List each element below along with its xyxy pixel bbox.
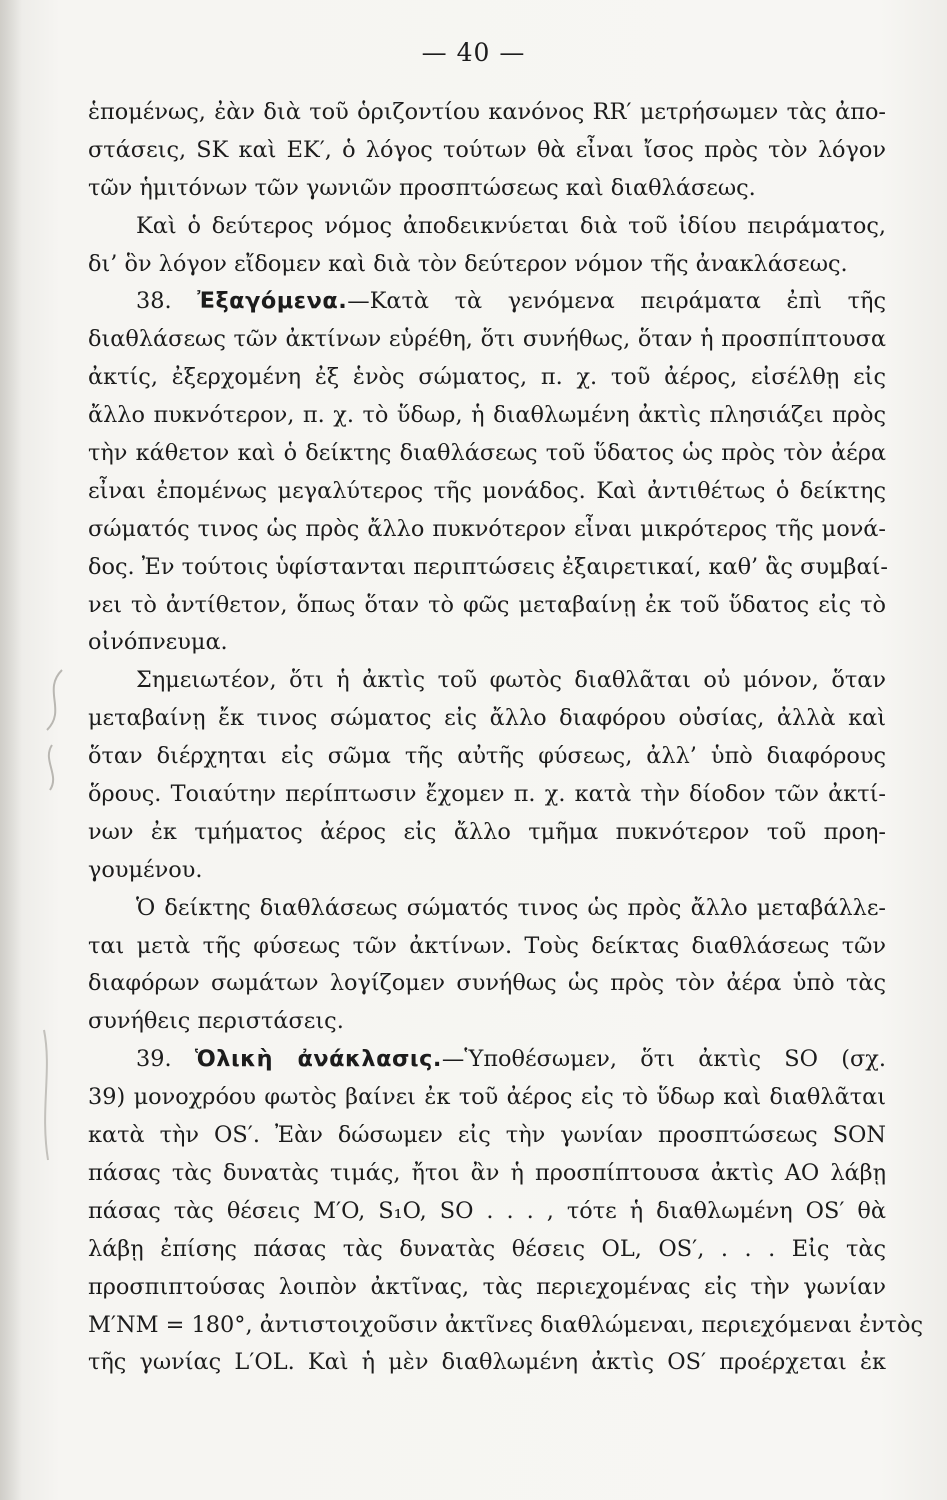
text-line [88, 776, 886, 814]
line-text: M′NM = 180°, ἀντιστοιχοῦσιν ἀκτῖνες διαθλώμεναι, περιεχόμεναι ἐντὸς [88, 1311, 924, 1338]
line-text: πάσας τὰς δυνατὰς τιμάς, ἤτοι ἂν ἡ προσπίπτουσα ἀκτὶς AO λάβῃ [88, 1159, 886, 1186]
line-text: στάσεις, SK καὶ EK′, ὁ λόγος τούτων θὰ εἶναι ἴσος πρὸς τὸν λόγον [88, 136, 886, 163]
line-text: Σημειωτέον, ὅτι ἡ ἀκτὶς τοῦ φωτὸς διαθλᾶται οὐ μόνον, ὅταν [136, 667, 886, 694]
text-line [88, 94, 886, 132]
text-line [88, 1117, 886, 1155]
line-text: μεταβαίνῃ ἔκ τινος σώματος εἰς ἄλλο διαφόρου οὐσίας, ἀλλὰ καὶ [88, 705, 886, 732]
text-line [88, 283, 886, 321]
line-text: πάσας τὰς θέσεις M′O, S₁O, SO . . . , τότε ἡ διαθλωμένη OS′ θὰ [88, 1197, 886, 1224]
text-line [88, 965, 886, 1003]
line-text: οἰνόπνευμα. [88, 629, 228, 656]
pencil-mark-icon [22, 650, 82, 1170]
line-text: ὅταν διέρχηται εἰς σῶμα τῆς αὐτῆς φύσεως, ἀλλ’ ὑπὸ διαφόρους [88, 743, 886, 770]
line-text: τῶν ἡμιτόνων τῶν γωνιῶν προσπτώσεως καὶ διαθλάσεως. [88, 174, 756, 201]
text-line [88, 624, 886, 662]
text-line [88, 1003, 886, 1041]
section-heading: Ὁλικὴ ἀνάκλασις. [194, 1046, 442, 1073]
text-line [88, 473, 886, 511]
line-text: ἀκτίς, ἐξερχομένη ἐξ ἑνὸς σώματος, π. χ. τοῦ ἀέρος, εἰσέλθῃ εἰς [88, 364, 886, 391]
text-line [88, 511, 886, 549]
text-line [88, 890, 886, 928]
line-text: κατὰ τὴν OS′. Ἐὰν δώσωμεν εἰς τὴν γωνίαν προσπτώσεως SON [88, 1122, 886, 1149]
line-text: προσπιπτούσας λοιπὸν ἀκτῖνας, τὰς περιεχομένας εἰς τὴν γωνίαν [88, 1273, 886, 1300]
line-text: ται μετὰ τῆς φύσεως τῶν ἀκτίνων. Τοὺς δείκτας διαθλάσεως τῶν [88, 932, 886, 959]
line-text: γουμένου. [88, 856, 203, 883]
text-line [88, 1231, 886, 1269]
text-line [88, 1155, 886, 1193]
line-text: δι’ ὃν λόγον εἴδομεν καὶ διὰ τὸν δεύτερον νόμον τῆς ἀνακλάσεως. [88, 250, 848, 277]
line-text: νων ἐκ τμήματος ἀέρος εἰς ἄλλο τμῆμα πυκνότερον τοῦ προη- [88, 818, 886, 845]
line-text: λάβῃ ἐπίσης πάσας τὰς δυνατὰς θέσεις OL, OS′, . . . Εἰς τὰς [88, 1235, 886, 1262]
line-text: 39) μονοχρόου φωτὸς βαίνει ἐκ τοῦ ἀέρος εἰς τὸ ὕδωρ καὶ διαθλᾶται [88, 1084, 886, 1111]
page-number: — 40 — [421, 38, 526, 67]
text-line [88, 814, 886, 852]
line-text: σώματός τινος ὡς πρὸς ἄλλο πυκνότερον εἶναι μικρότερος τῆς μονά- [88, 515, 886, 542]
text-line [88, 1041, 886, 1079]
line-text: —Κατὰ τὰ γενόμενα πειράματα ἐπὶ τῆς [347, 288, 886, 315]
text-line [88, 359, 886, 397]
line-text: διαφόρων σωμάτων λογίζομεν συνήθως ὡς πρὸς τὸν ἀέρα ὑπὸ τὰς [88, 970, 886, 997]
section-number: 38. [136, 288, 198, 315]
text-line [88, 587, 886, 625]
text-line [88, 170, 886, 208]
line-text: ἄλλο πυκνότερον, π. χ. τὸ ὕδωρ, ἡ διαθλωμένη ἀκτὶς πλησιάζει πρὸς [88, 402, 886, 429]
body-text [88, 94, 924, 1382]
text-line [88, 397, 886, 435]
line-text: διαθλάσεως τῶν ἀκτίνων εὑρέθη, ὅτι συνήθως, ὅταν ἡ προσπίπτουσα [88, 326, 886, 353]
line-text: Καὶ ὁ δεύτερος νόμος ἀποδεικνύεται διὰ τοῦ ἰδίου πειράματος, [136, 212, 886, 239]
line-text: δος. Ἐν τούτοις ὑφίστανται περιπτώσεις ἐξαιρετικαί, καθ’ ἃς συμβαί- [88, 553, 888, 580]
text-line [88, 1193, 886, 1231]
text-line [88, 852, 886, 890]
line-text: —Ὑποθέσωμεν, ὅτι ἀκτὶς SO (σχ. [441, 1046, 886, 1073]
line-text: τὴν κάθετον καὶ ὁ δείκτης διαθλάσεως τοῦ ὕδατος ὡς πρὸς τὸν ἀέρα [88, 440, 886, 467]
section-number: 39. [136, 1046, 195, 1073]
text-line [88, 928, 886, 966]
text-line [88, 246, 886, 284]
line-text: Ὁ δείκτης διαθλάσεως σώματός τινος ὡς πρὸς ἄλλο μεταβάλλε- [136, 894, 886, 921]
text-line [88, 1269, 886, 1307]
line-text: τῆς γωνίας L′OL. Καὶ ἡ μὲν διαθλωμένη ἀκτὶς OS′ προέρχεται ἐκ [88, 1349, 886, 1376]
text-line [88, 132, 886, 170]
text-line [88, 700, 886, 738]
text-line [88, 1344, 886, 1382]
line-text: νει τὸ ἀντίθετον, ὅπως ὅταν τὸ φῶς μεταβαίνῃ ἐκ τοῦ ὕδατος εἰς τὸ [88, 591, 886, 618]
text-line [88, 738, 886, 776]
binding-gutter [0, 0, 22, 1500]
text-line [88, 1307, 924, 1345]
line-text: ὅρους. Τοιαύτην περίπτωσιν ἔχομεν π. χ. κατὰ τὴν δίοδον τῶν ἀκτί- [88, 781, 886, 808]
text-line [88, 549, 886, 587]
text-line [88, 1079, 886, 1117]
text-line [88, 208, 886, 246]
line-text: εἶναι ἐπομένως μεγαλύτερος τῆς μονάδος. Καὶ ἀντιθέτως ὁ δείκτης [88, 477, 886, 504]
section-heading: Ἐξαγόμενα. [197, 288, 348, 315]
line-text: συνήθεις περιστάσεις. [88, 1008, 344, 1035]
line-text: ἑπομένως, ἐὰν διὰ τοῦ ὁριζοντίου κανόνος RR′ μετρήσωμεν τὰς ἀπο- [88, 99, 886, 125]
text-line [88, 435, 886, 473]
text-line [88, 662, 886, 700]
text-line [88, 321, 886, 359]
